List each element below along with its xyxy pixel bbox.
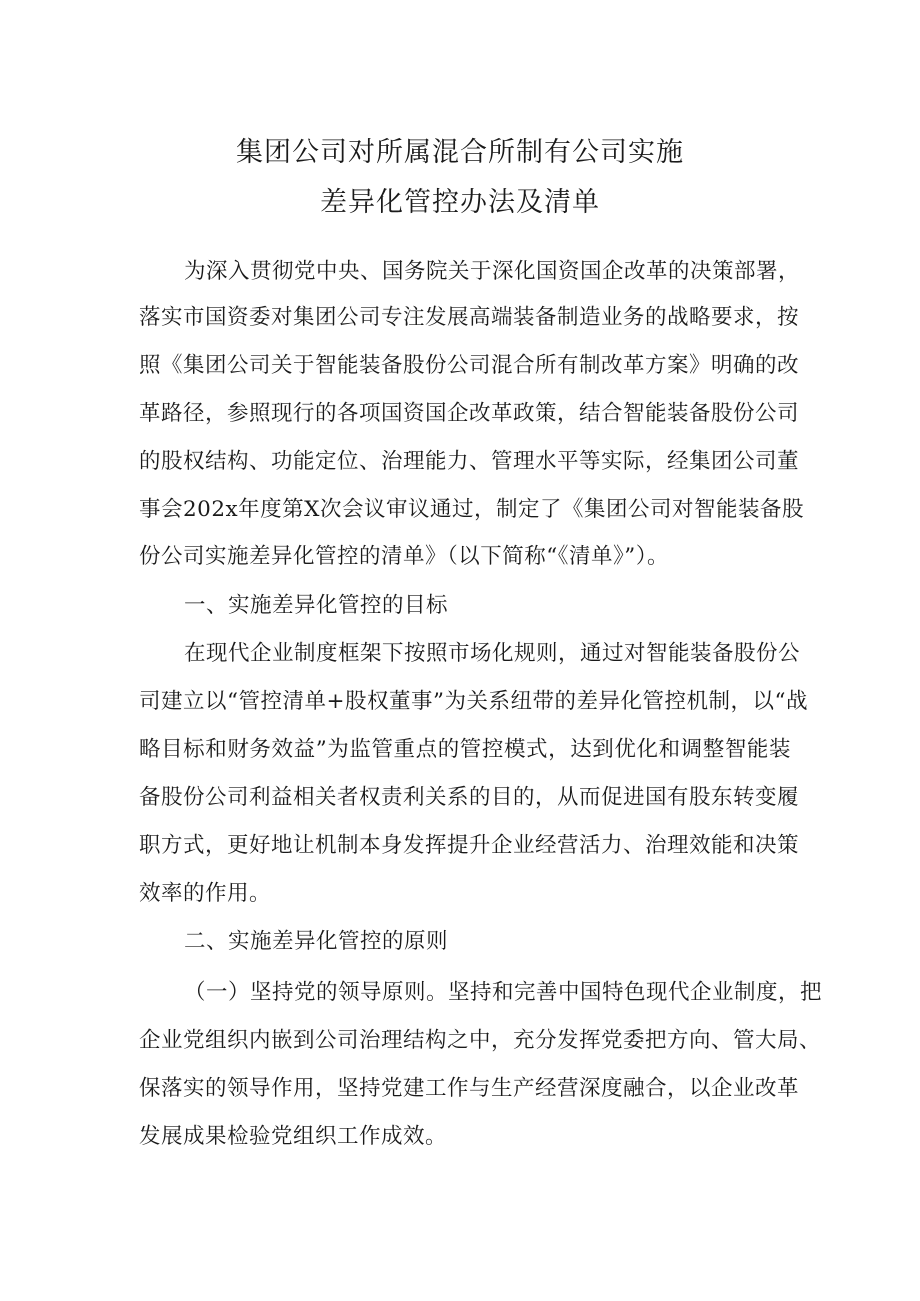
paragraph-line: 备股份公司利益相关者权责利关系的目的，从而促进国有股东转变履 <box>139 785 800 810</box>
paragraph-line: 落实市国资委对集团公司专注发展高端装备制造业务的战略要求，按 <box>139 305 800 330</box>
paragraph-line: 企业党组织内嵌到公司治理结构之中，充分发挥党委把方向、管大局、 <box>139 1028 822 1053</box>
paragraph-line: 的股权结构、功能定位、治理能力、管理水平等实际，经集团公司董 <box>139 449 800 474</box>
paragraph-line: 发展成果检验党组织工作成效。 <box>139 1124 448 1149</box>
paragraph-line: 为深入贯彻党中央、国务院关于深化国资国企改革的决策部署， <box>184 259 801 284</box>
paragraph-line: 保落实的领导作用，坚持党建工作与生产经营深度融合，以企业改革 <box>139 1076 800 1101</box>
paragraph-line: 效率的作用。 <box>139 881 272 906</box>
paragraph-line: （一）坚持党的领导原则。坚持和完善中国特色现代企业制度，把 <box>184 980 823 1005</box>
paragraph-line: 革路径，参照现行的各项国资国企改革政策，结合智能装备股份公司 <box>139 401 800 426</box>
paragraph-line: 份公司实施差异化管控的清单》（以下简称“《清单》”）。 <box>139 544 669 569</box>
section-heading: 一、实施差异化管控的目标 <box>184 593 449 618</box>
paragraph-line: 司建立以“管控清单+股权董事”为关系纽带的差异化管控机制，以“战 <box>139 689 808 714</box>
document-title-line-1: 集团公司对所属混合所制有公司实施 <box>236 137 684 168</box>
paragraph-line: 在现代企业制度框架下按照市场化规则，通过对智能装备股份公 <box>184 641 801 666</box>
paragraph-line: 事会202x年度第X次会议审议通过，制定了《集团公司对智能装备股 <box>139 497 804 522</box>
paragraph-line: 照《集团公司关于智能装备股份公司混合所有制改革方案》明确的改 <box>139 353 800 378</box>
paragraph-line: 略目标和财务效益”为监管重点的管控模式，达到优化和调整智能装 <box>139 737 791 762</box>
document-title-line-2: 差异化管控办法及清单 <box>320 187 600 218</box>
section-heading: 二、实施差异化管控的原则 <box>184 929 449 954</box>
paragraph-line: 职方式，更好地让机制本身发挥提升企业经营活力、治理效能和决策 <box>139 833 800 858</box>
